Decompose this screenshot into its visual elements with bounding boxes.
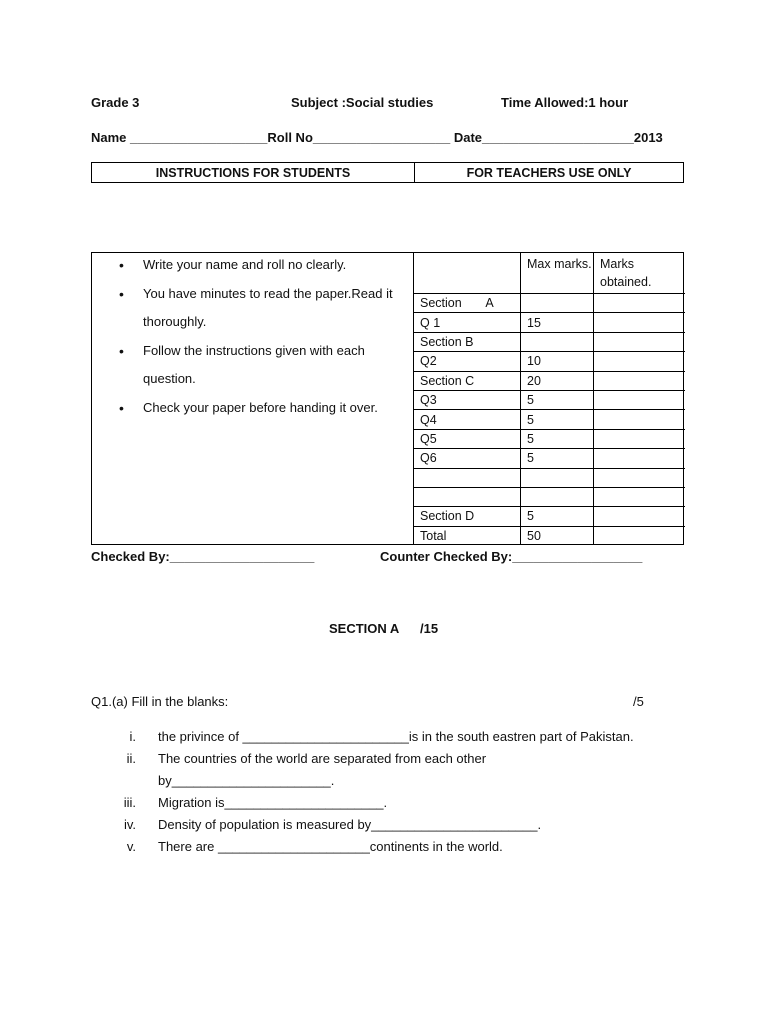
marks-cell (594, 449, 686, 468)
marks-cell (594, 371, 686, 390)
marks-header-cell: Max marks. (521, 253, 594, 294)
marks-cell: 50 (521, 526, 594, 545)
subject-label: Subject :Social studies (291, 95, 434, 110)
instructions-marks-box (91, 252, 684, 545)
marks-header-cell (414, 253, 521, 294)
marks-cell: Section A (414, 294, 521, 313)
marks-row (414, 429, 685, 448)
question-text: Migration is______________________. (158, 795, 388, 810)
marks-row (414, 507, 685, 526)
marks-cell (594, 526, 686, 545)
marks-cell (594, 487, 686, 506)
question-number: iv. (123, 817, 136, 832)
marks-cell (594, 507, 686, 526)
marks-cell (594, 468, 686, 487)
marks-cell (521, 332, 594, 351)
grade-label: Grade 3 (91, 95, 140, 110)
question-number: v. (126, 839, 136, 854)
marks-cell (594, 352, 686, 371)
marks-cell (594, 429, 686, 448)
header-strip (91, 162, 684, 183)
marks-row (414, 352, 685, 371)
marks-cell: Total (414, 526, 521, 545)
question-number: iii. (123, 795, 136, 810)
instruction-item: • You have minutes to read the paper.Read it thoroughly. (92, 280, 393, 336)
time-allowed-label: Time Allowed:1 hour (501, 95, 629, 110)
marks-cell: Q3 (414, 390, 521, 409)
marks-row (414, 332, 685, 351)
instructions-title: INSTRUCTIONS FOR STUDENTS (92, 163, 415, 183)
marks-row (414, 468, 685, 487)
marks-row (414, 313, 685, 332)
teachers-use-title: FOR TEACHERS USE ONLY (415, 163, 684, 183)
checked-by-line: Checked By:____________________ (91, 549, 315, 564)
marks-cell: Section C (414, 371, 521, 390)
question-number: ii. (126, 751, 136, 766)
question-text: the privince of _______________________is in the south eastren part of Pakistan. (158, 729, 634, 744)
q1-marks: /5 (633, 694, 644, 709)
marks-cell: Q 1 (414, 313, 521, 332)
marks-cell: 5 (521, 410, 594, 429)
marks-cell: 15 (521, 313, 594, 332)
marks-cell: Q4 (414, 410, 521, 429)
marks-cell (414, 468, 521, 487)
marks-cell: Q5 (414, 429, 521, 448)
marks-row (414, 410, 685, 429)
marks-cell: Section B (414, 332, 521, 351)
marks-cell: 5 (521, 507, 594, 526)
marks-cell (594, 313, 686, 332)
marks-cell: Q6 (414, 449, 521, 468)
question-number: i. (129, 729, 136, 744)
section-a-title: SECTION A (329, 621, 400, 636)
marks-cell: 20 (521, 371, 594, 390)
marks-cell (521, 468, 594, 487)
marks-cell: 5 (521, 429, 594, 448)
marks-cell (594, 332, 686, 351)
marks-table (414, 253, 685, 545)
marks-cell: Section D (414, 507, 521, 526)
marks-row (414, 449, 685, 468)
instruction-item: • Follow the instructions given with each question. (92, 337, 393, 393)
marks-row (414, 390, 685, 409)
marks-row (414, 294, 685, 313)
marks-cell: 5 (521, 390, 594, 409)
marks-row (414, 526, 685, 545)
instructions-panel (92, 253, 414, 544)
question-text: There are _____________________continents in the world. (158, 839, 503, 854)
marks-cell: Q2 (414, 352, 521, 371)
section-a-marks: /15 (420, 621, 439, 636)
question-text: by______________________. (158, 773, 335, 788)
marks-cell: 10 (521, 352, 594, 371)
name-roll-date-line: Name ___________________Roll No___________________ Date_____________________2013 (91, 130, 663, 145)
marks-row (414, 487, 685, 506)
instruction-item: • Write your name and roll no clearly. (92, 251, 393, 279)
marks-cell (594, 294, 686, 313)
marks-cell (594, 390, 686, 409)
marks-header-row (414, 253, 685, 294)
marks-cell (414, 487, 521, 506)
counter-checked-by-line: Counter Checked By:__________________ (380, 549, 643, 564)
marks-cell: 5 (521, 449, 594, 468)
q1-heading: Q1.(a) Fill in the blanks: (91, 694, 229, 709)
marks-cell (521, 487, 594, 506)
marks-cell (594, 410, 686, 429)
marks-cell (521, 294, 594, 313)
question-text: Density of population is measured by_______________________. (158, 817, 542, 832)
question-text: The countries of the world are separated from each other (158, 751, 487, 766)
marks-row (414, 371, 685, 390)
marks-header-cell: Marks obtained. (594, 253, 686, 294)
instruction-item: • Check your paper before handing it over. (92, 394, 393, 422)
